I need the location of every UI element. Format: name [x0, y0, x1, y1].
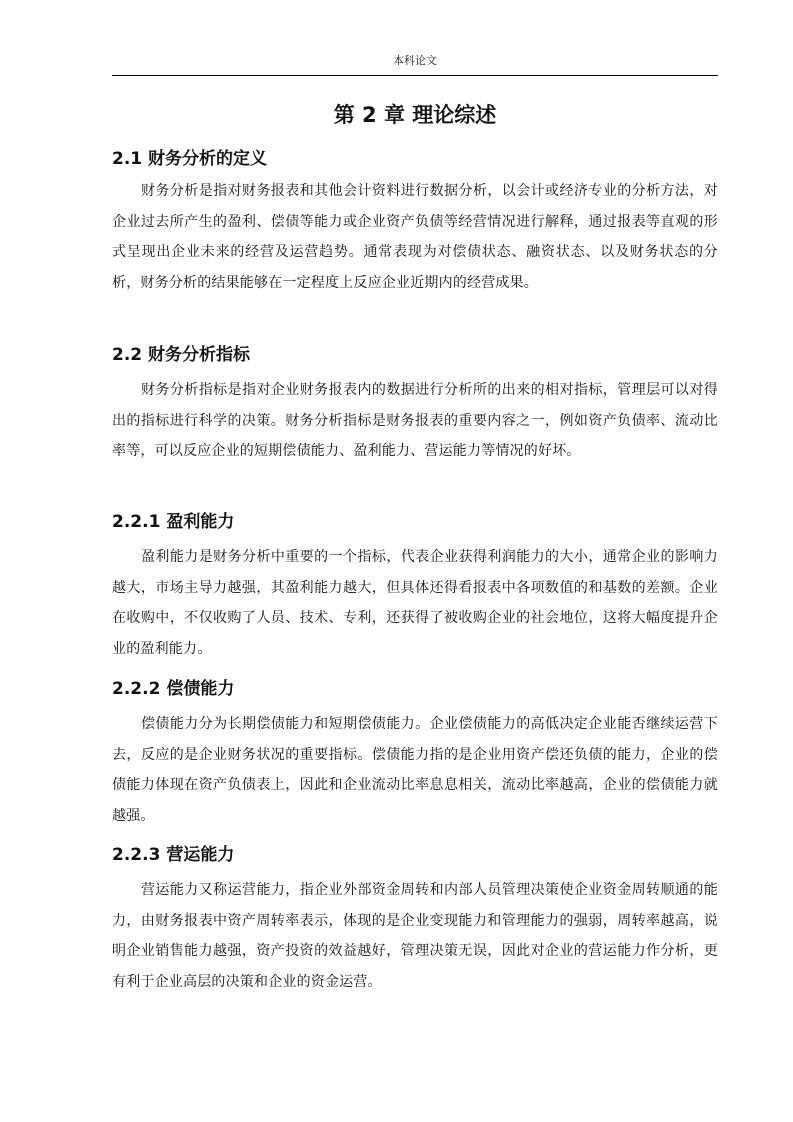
page-header: [112, 52, 718, 76]
header-title: 本科论文: [393, 54, 437, 67]
section-body-2-2-2: 偿债能力分为长期偿债能力和短期偿债能力。企业偿债能力的高低决定企业能否继续运营下去，反应的是企业财务状况的重要指标。偿债能力指的是企业用资产偿还负债的能力，企业的偿债能力体现在资产负债表上，因此和企业流动比率息息相关，流动比率越高，企业的偿债能力就越强。: [112, 716, 718, 824]
section-heading-2-2-3: 2.2.3 营运能力: [112, 845, 235, 865]
chapter-title: 第 2 章 理论综述: [333, 103, 497, 127]
section-heading-2-2-2: 2.2.2 偿债能力: [112, 679, 235, 699]
section-body-2-2: 财务分析指标是指对企业财务报表内的数据进行分析所的出来的相对指标，管理层可以对得出的指标进行科学的决策。财务分析指标是财务报表的重要内容之一，例如资产负债率、流动比率等，可以反应企业的短期偿债能力、盈利能力、营运能力等情况的好坏。: [112, 382, 718, 459]
section-heading-2-2: 2.2 财务分析指标: [112, 345, 251, 365]
section-body-2-1: 财务分析是指对财务报表和其他会计资料进行数据分析，以会计或经济专业的分析方法，对企业过去所产生的盈利、偿债等能力或企业资产负债等经营情况进行解释，通过报表等直观的形式呈现出企业未来的经营及运营趋势。通常表现为对偿债状态、融资状态、以及财务状态的分析，财务分析的结果能够在一定程度上反应企业近期内的经营成果。: [112, 183, 718, 291]
section-heading-2-2-1: 2.2.1 盈利能力: [112, 512, 235, 532]
section-heading-2-1: 2.1 财务分析的定义: [112, 149, 268, 169]
section-body-2-2-3: 营运能力又称运营能力，指企业外部资金周转和内部人员管理决策使企业资金周转顺通的能力，由财务报表中资产周转率表示，体现的是企业变现能力和管理能力的强弱，周转率越高，说明企业销售能力越强，资产投资的效益越好，管理决策无误，因此对企业的营运能力作分析，更有利于企业高层的决策和企业的资金运营。: [112, 882, 718, 990]
section-body-2-2-1: 盈利能力是财务分析中重要的一个指标，代表企业获得利润能力的大小，通常企业的影响力越大，市场主导力越强，其盈利能力越大，但具体还得看报表中各项数值的和基数的差额。企业在收购中，不仅收购了人员、技术、专利，还获得了被收购企业的社会地位，这将大幅度提升企业的盈利能力。: [112, 549, 718, 657]
